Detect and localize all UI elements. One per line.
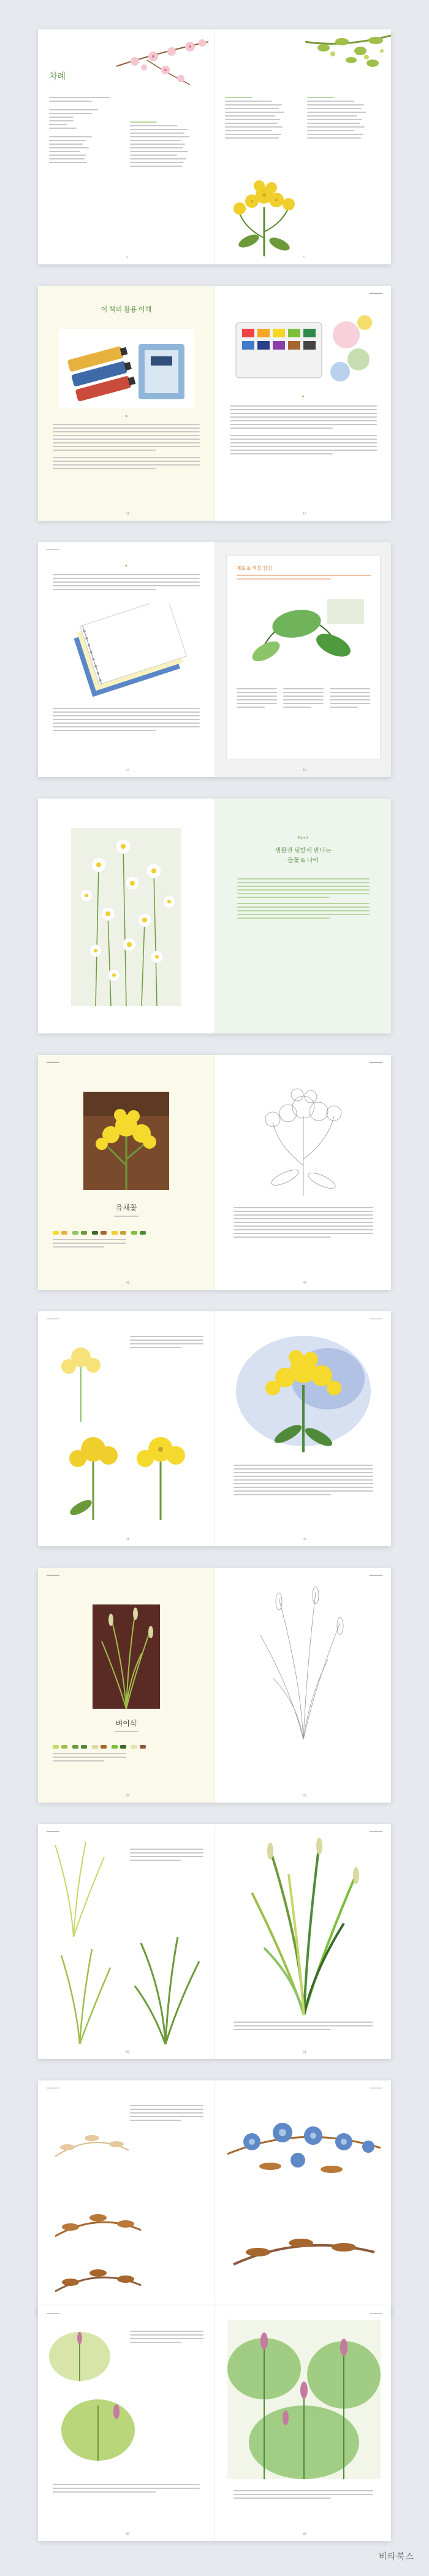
dried-stem-illustrations — [43, 2095, 208, 2304]
plant-name: 벼이삭 — [115, 1719, 137, 1728]
leaf-painting-illustration — [235, 587, 370, 679]
blue-flower-spread — [38, 2080, 391, 2315]
materials-right-page: 재료 & 색칠 점검 15 — [215, 542, 392, 777]
check-title: 재료 & 색칠 점검 — [236, 565, 273, 571]
rapeseed-spread — [38, 1055, 391, 1290]
toc-title: 차례 — [49, 72, 66, 82]
part-title-line2: 들꽃 & 나비 — [287, 857, 319, 864]
pink-flower-spread — [38, 2306, 391, 2541]
rapeseed-photo — [83, 1092, 169, 1190]
pink-flower-final-page: ━━━━━━━ 81 — [215, 2306, 392, 2541]
daisy-flowers-illustration — [71, 828, 181, 1006]
part-divider-spread — [38, 799, 391, 1033]
sketchbook-illustration — [56, 604, 197, 702]
rapeseed-sketch-page: ━━━━━━━ 47 — [215, 1055, 392, 1290]
grass-spread — [38, 1568, 391, 1803]
blue-flower-final-page: ━━━━━━━ — [215, 2080, 392, 2315]
materials-left-page: ━━━━━━━ ● 14 — [38, 542, 215, 777]
paint-tubes-illustration — [59, 329, 194, 408]
grass-steps-spread — [38, 1824, 391, 2059]
intro-left-page: 이 책의 활용 이해 ● 12 — [38, 286, 215, 521]
daisy-photo-page — [38, 799, 215, 1033]
grass-photo — [93, 1604, 160, 1709]
rapeseed-line-sketch — [242, 1073, 365, 1196]
publisher-logo: 비타북스 — [378, 2552, 414, 2562]
materials-spread — [38, 542, 391, 777]
pink-flower-left-page: ━━━━━━━ 80 — [38, 2306, 215, 2541]
plant-name: 유채꽃 — [115, 1203, 137, 1212]
rapeseed-flower-illustration — [221, 171, 307, 256]
grass-sketch-page: ━━━━━━━ 59 — [215, 1568, 392, 1803]
rapeseed-steps-left-page: ━━━━━━━ 48 — [38, 1311, 215, 1546]
rapeseed-left-page: ━━━━━━━ 유채꽃 46 — [38, 1055, 215, 1290]
part-title-line1: 생활권 텃밭서 만나는 — [275, 848, 332, 854]
color-swatches — [53, 1227, 148, 1238]
color-swatches — [53, 1741, 148, 1752]
grass-final-painting — [227, 1838, 381, 2015]
part-title-page — [215, 799, 392, 1033]
part-label: Part 2 — [298, 835, 308, 840]
vine-illustration — [305, 29, 391, 79]
grass-line-sketch — [242, 1586, 365, 1739]
blue-flower-left-page: ━━━━━━━ — [38, 2080, 215, 2315]
watercolor-palette-illustration — [230, 304, 377, 390]
toc-right-page: 5 — [215, 29, 392, 264]
grass-final-page: ━━━━━━━ 61 — [215, 1824, 392, 2059]
toc-left-page: 차례 4 — [38, 29, 215, 264]
toc-spread — [38, 29, 391, 264]
intro-title: 이 책의 활용 이해 — [101, 306, 152, 313]
grass-step-illustrations — [43, 1839, 208, 2047]
intro-right-page: ━━━━━━━ ● 13 — [215, 286, 392, 521]
cherry-blossom-illustration — [110, 29, 214, 91]
blue-flower-painting — [227, 2099, 381, 2209]
pink-flower-painting — [227, 2320, 381, 2479]
rapeseed-steps-spread — [38, 1311, 391, 1546]
check-panel — [226, 556, 381, 759]
dried-stem-detail — [227, 2215, 381, 2289]
grass-left-page: ━━━━━━━ 벼이삭 58 — [38, 1568, 215, 1803]
rapeseed-final-page: ━━━━━━━ 49 — [215, 1311, 392, 1546]
grass-steps-left-page: ━━━━━━━ 60 — [38, 1824, 215, 2059]
intro-spread — [38, 286, 391, 521]
rapeseed-step-illustrations — [44, 1330, 203, 1526]
rapeseed-final-painting — [236, 1330, 371, 1452]
